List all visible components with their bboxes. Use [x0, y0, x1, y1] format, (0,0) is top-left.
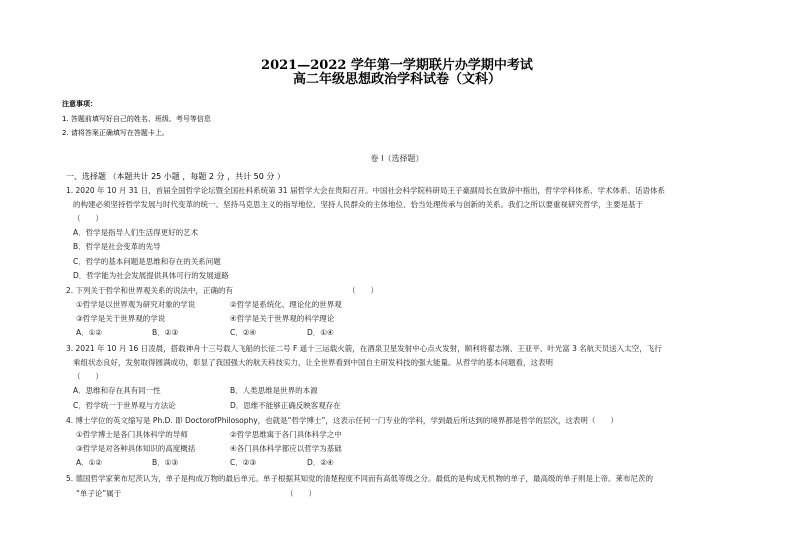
q1-line-2: 的构建必须坚持哲学发展与时代变革的统一、坚持马克思主义的指导地位、坚持人民群众的主体地位、恰当处理传承与创新的关系。我们之所以要重视研究哲学，主要是基于: [73, 200, 643, 209]
q3-option-a: A．思维和存在具有同一性: [73, 386, 161, 395]
q3-answer-paren: （ ）: [73, 372, 103, 381]
q4-option-a: A．①②: [76, 458, 103, 467]
q3-option-d: D．思维不能够正确反映客观存在: [230, 401, 341, 410]
q4-stem: 4. 博士学位的英文缩写是 Ph.D. 即 DoctorofPhilosophy，也就是“哲学博士”，这表示任何一门专业的学科，学到最后所达到的境界都是哲学的层次，这表明（ ）: [66, 416, 618, 425]
q1-option-b: B．哲学是社会变革的先导: [73, 242, 161, 251]
volume-heading: 卷 I（选择题）: [370, 154, 424, 163]
q2-option-c: C．②④: [230, 328, 257, 337]
notice-heading: 注意事项：: [62, 100, 97, 108]
q2-option-b: B．②③: [152, 328, 179, 337]
q1-line-1: 1. 2020 年 10 月 31 日，首届全国哲学论坛暨全国社科系统第 31 届哲学大会在贵阳召开。中国社会科学院科研局王子豪副局长在致辞中指出，哲学学科体系、学术体系、话语体系: [66, 186, 665, 195]
q3-option-c: C．哲学统一于世界观与方法论: [73, 401, 176, 410]
q4-option-b: B．①③: [152, 458, 179, 467]
q5-answer-paren: （ ）: [286, 489, 316, 498]
q1-answer-paren: （ ）: [73, 214, 103, 223]
q3-option-b: B．人类思维是世界的本源: [230, 386, 318, 395]
q1-option-a: A．哲学是指导人们生活得更好的艺术: [73, 228, 199, 237]
q4-item-4: ④各门具体科学都应以哲学为基础: [230, 444, 342, 453]
notice-item-2: 2. 请将答案正确填写在答题卡上。: [62, 129, 169, 137]
q1-option-d: D．哲学能为社会发展提供具体可行的发展道路: [73, 271, 229, 280]
q2-item-4: ④哲学是关于世界观的科学理论: [230, 314, 335, 323]
q1-option-c: C．哲学的基本问题是思维和存在的关系问题: [73, 257, 221, 266]
q4-item-3: ③哲学是对各种具体知识的高度概括: [76, 444, 196, 453]
q3-line-1: 3. 2021 年 10 月 16 日凌晨，搭载神舟十三号载人飞船的长征二号 F 遥十三运载火箭，在酒泉卫星发射中心点火发射，顺利将翟志刚、王亚平、叶光富 3 名航天员送入太空，飞行: [66, 344, 662, 353]
q4-option-c: C．②③: [230, 458, 257, 467]
q3-line-2: 乘组状态良好，发射取得圆满成功，彰显了我国强大的航天科技实力，让全世界看到中国自主研发科技的强大能量。从哲学的基本问题看，这表明: [73, 358, 553, 367]
exam-title: 2021—2022 学年第一学期联片办学期中考试: [261, 58, 533, 73]
q4-option-d: D．②④: [307, 458, 334, 467]
q5-line-2: “单子论”属于: [76, 489, 122, 498]
q2-item-2: ②哲学是系统化、理论化的世界观: [230, 300, 342, 309]
notice-item-1: 1. 答题前填写好自己的姓名、班级、考号等信息: [62, 115, 211, 123]
q2-item-3: ③哲学是关于世界观的学说: [76, 314, 166, 323]
exam-subtitle: 高二年级思想政治学科试卷（文科）: [292, 72, 501, 87]
q2-option-d: D．①④: [307, 328, 334, 337]
q2-answer-paren: （ ）: [348, 286, 378, 295]
q2-item-1: ①哲学是以世界观为研究对象的学说: [76, 300, 196, 309]
q4-item-1: ①哲学博士是各门具体科学的导师: [76, 430, 188, 439]
q2-stem: 2. 下列关于哲学和世界观关系的说法中，正确的有: [66, 286, 234, 295]
section-heading: 一、选择题 （本题共计 25 小题 ，每题 2 分 ，共计 50 分 ）: [66, 172, 285, 181]
q5-line-1: 5. 德国哲学家莱布尼茨认为，单子是构成万物的最后单元。单子根据其知觉的清楚程度不同而有高低等级之分。最低的是构成无机物的单子，最高级的单子则是上帝。莱布尼茨的: [66, 474, 654, 483]
q2-option-a: A．①②: [76, 328, 103, 337]
q4-item-2: ②哲学思维寓于各门具体科学之中: [230, 430, 342, 439]
